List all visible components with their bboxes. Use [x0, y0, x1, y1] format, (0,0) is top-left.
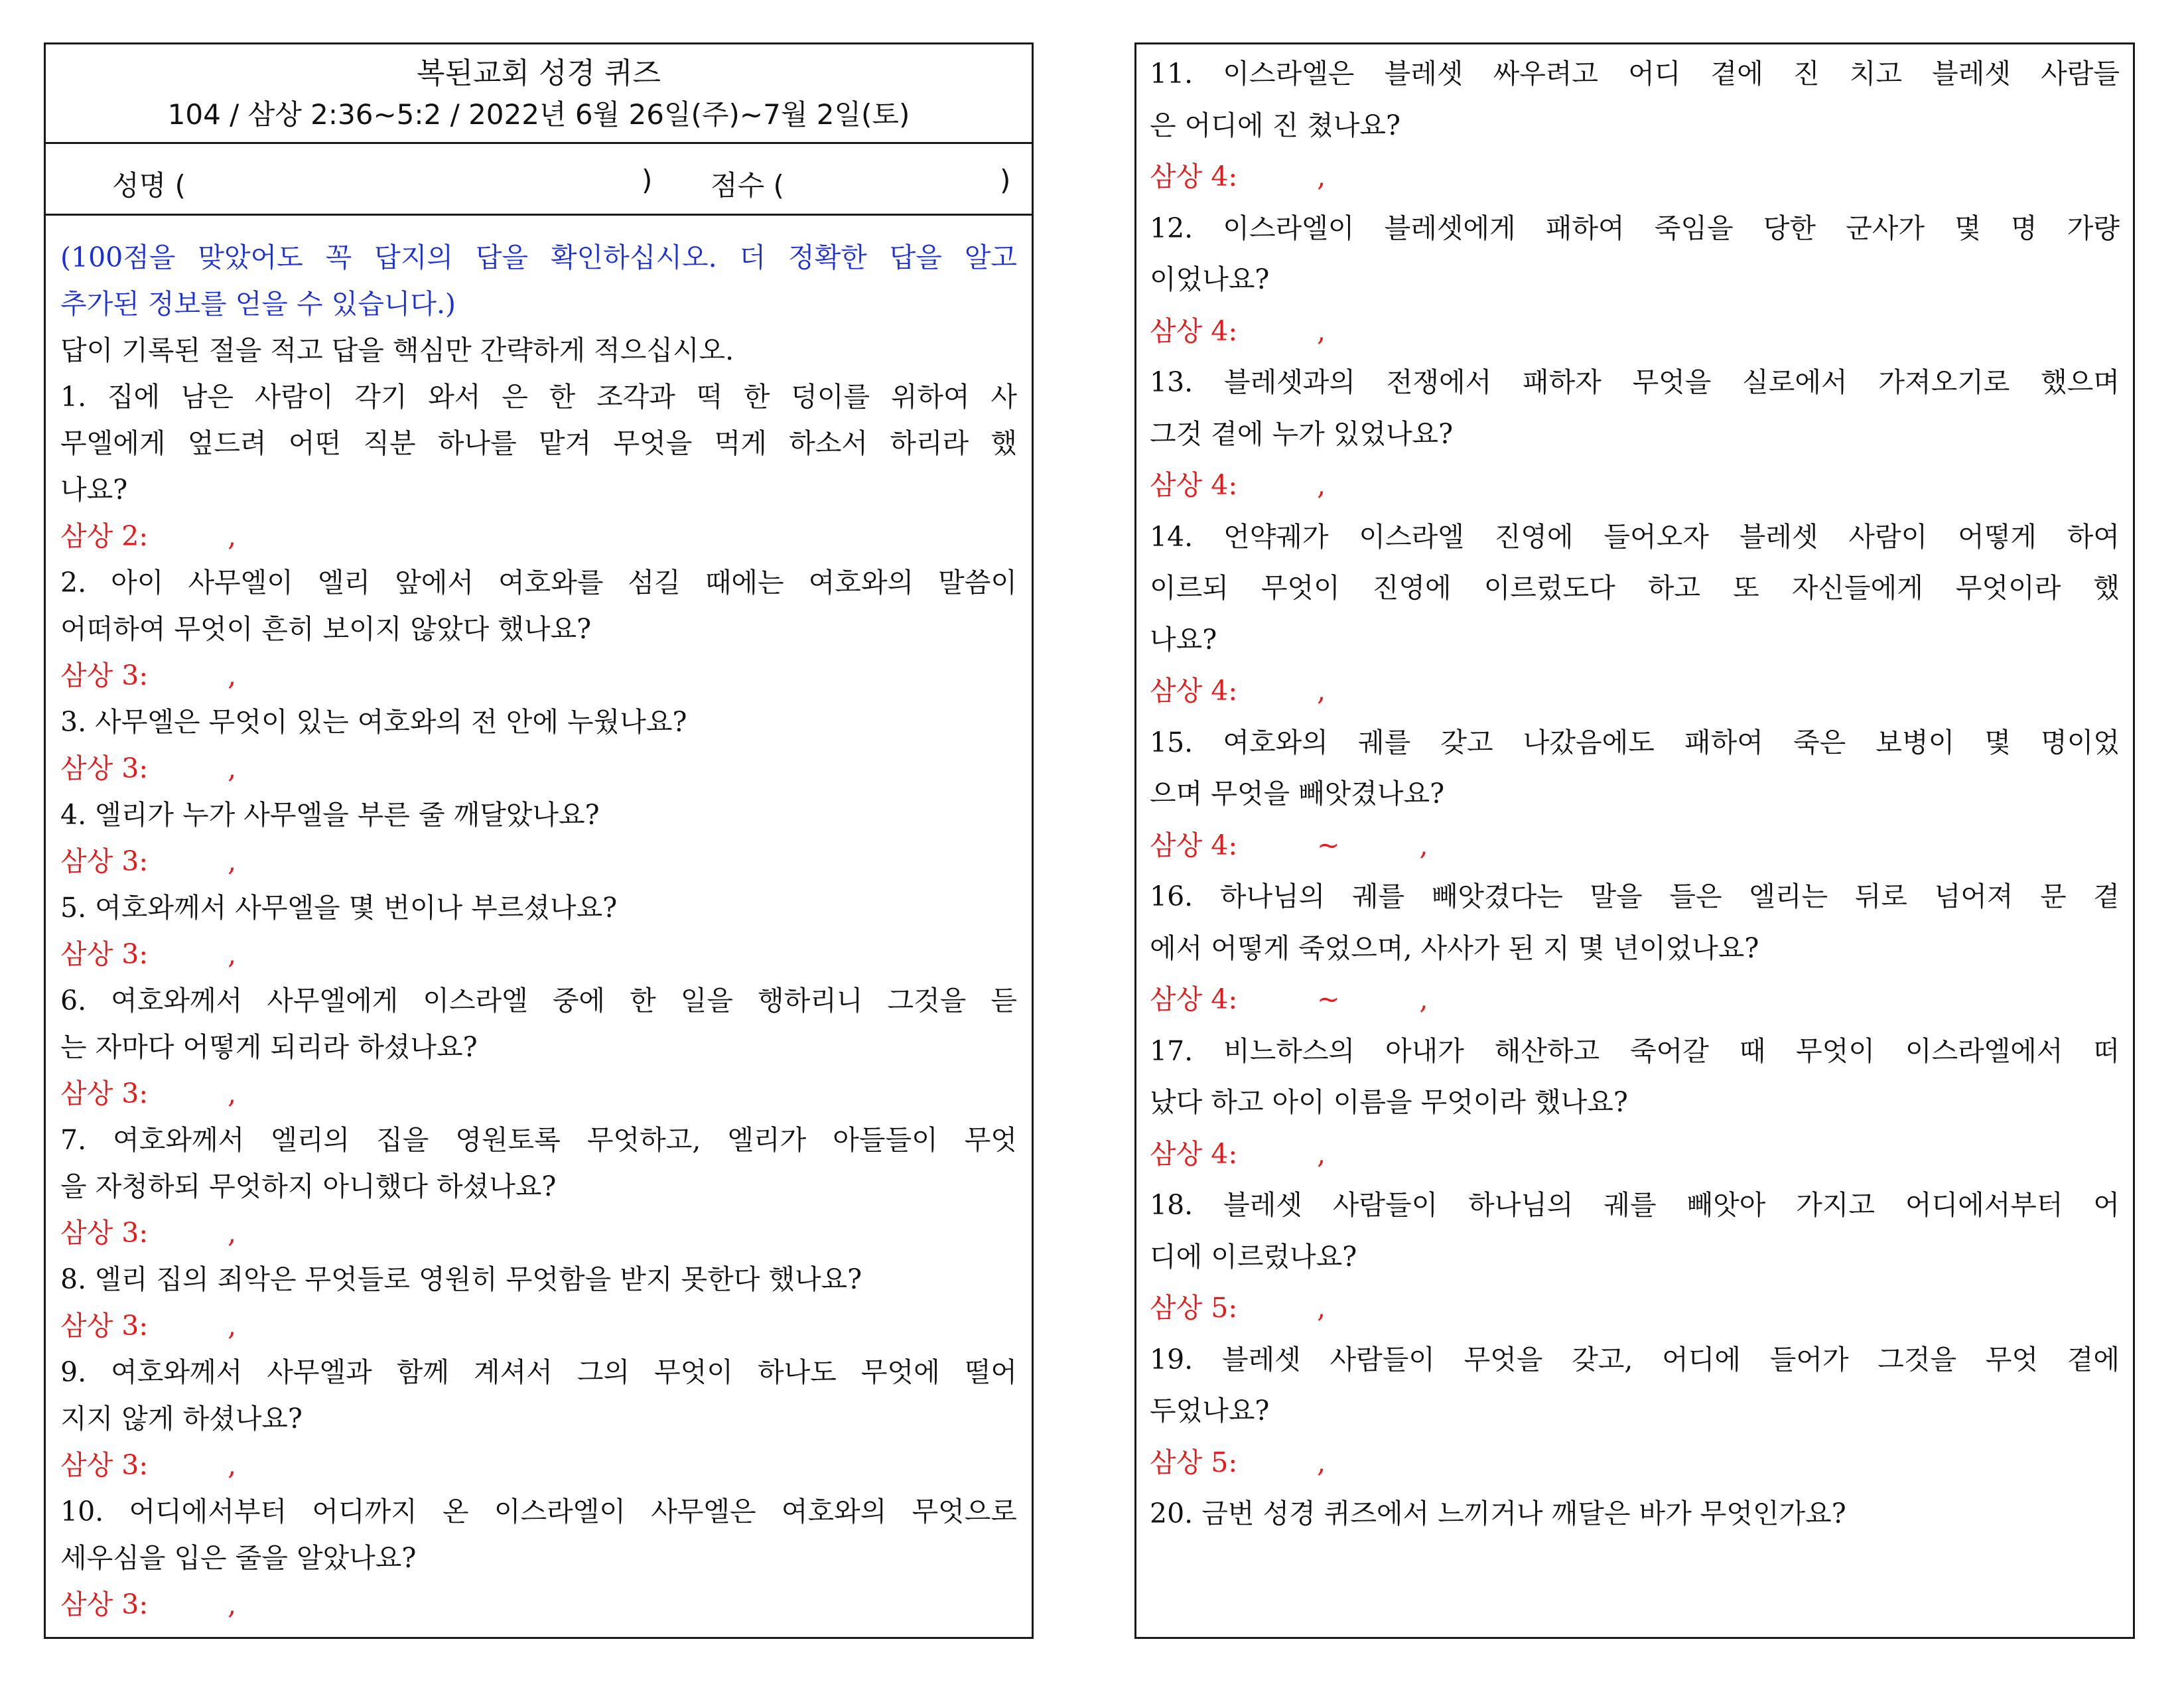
question-item — [1150, 1180, 2120, 1334]
question-text-line: 어떠하여 무엇이 흔히 보이지 않았다 했나요? — [60, 613, 592, 645]
answer-separator: , — [228, 1588, 237, 1620]
answer-reference-line[interactable] — [60, 1070, 1017, 1117]
question-text-line: 19. 블레셋 사람들이 무엇을 갖고, 어디에 들어가 그것을 무엇 곁에 — [1150, 1343, 2120, 1375]
question-text-line: 17. 비느하스의 아내가 해산하고 죽어갈 때 무엇이 이스라엘에서 떠 — [1150, 1034, 2120, 1067]
left-quiz-panel — [44, 42, 1034, 1639]
question-item — [60, 1117, 1017, 1256]
answer-reference-line[interactable] — [60, 652, 1017, 699]
answer-reference: 삼상 4: — [1150, 983, 1238, 1015]
answer-reference: 삼상 3: — [60, 1310, 149, 1342]
question-text-line: 지지 않게 하셨나요? — [60, 1403, 303, 1435]
answer-reference: 삼상 4: — [1150, 675, 1238, 707]
question-text-line: 무엘에게 엎드려 어떤 직분 하나를 맡겨 무엇을 먹게 하소서 하리라 했 — [60, 427, 1017, 459]
question-text-line: 두었나요? — [1150, 1395, 1270, 1427]
question-text-line: 3. 사무엘은 무엇이 있는 여호와의 전 안에 누웠나요? — [60, 706, 687, 738]
question-item — [1150, 1488, 2120, 1540]
answer-reference-line[interactable] — [1150, 151, 2120, 203]
answer-separator: ~ — [1317, 983, 1340, 1015]
question-item — [1150, 717, 2120, 872]
question-text-line: 13. 블레셋과의 전쟁에서 패하자 무엇을 실로에서 가져오기로 했으며 — [1150, 366, 2120, 398]
answer-reference: 삼상 3: — [60, 1217, 149, 1249]
answer-separator: , — [1317, 1137, 1326, 1170]
question-text-line: 14. 언약궤가 이스라엘 진영에 들어오자 블레셋 사람이 어떻게 하여 — [1150, 520, 2120, 553]
notice-line: (100점을 맞았어도 꼭 답지의 답을 확인하십시오. 더 정확한 답을 알고 — [60, 242, 1017, 273]
question-item — [1150, 357, 2120, 512]
quiz-title: 복된교회 성경 퀴즈 — [416, 56, 661, 90]
question-text-line: 이르되 무엇이 진영에 이르렀도다 하고 또 자신들에게 무엇이라 했 — [1150, 572, 2120, 604]
answer-separator: , — [228, 660, 237, 691]
question-text-line: 은 어디에 진 쳤나요? — [1150, 109, 1400, 141]
question-text-line: 2. 아이 사무엘이 엘리 앞에서 여호와를 섬길 때에는 여호와의 말씀이 — [60, 567, 1017, 599]
answer-separator: , — [228, 1310, 237, 1342]
question-item — [60, 977, 1017, 1117]
answer-separator: , — [228, 845, 237, 877]
name-field[interactable] — [144, 164, 635, 197]
answer-separator: , — [228, 752, 237, 784]
question-text-line: 나요? — [60, 474, 128, 506]
question-text-line: 9. 여호와께서 사무엘과 함께 계셔서 그의 무엇이 하나도 무엇에 떨어 — [60, 1356, 1017, 1388]
question-text-line: 에서 어떻게 죽었으며, 사사가 된 지 몇 년이었나요? — [1150, 932, 1759, 964]
question-text-line: 을 자청하되 무엇하지 아니했다 하셨나요? — [60, 1170, 557, 1202]
answer-reference-line[interactable] — [60, 838, 1017, 884]
notice-line: 추가된 정보를 얻을 수 있습니다.) — [60, 288, 456, 320]
question-item — [60, 1349, 1017, 1488]
answer-separator: ~ — [1317, 829, 1340, 861]
answer-reference: 삼상 4: — [1150, 469, 1238, 501]
score-label: 점수 ( — [711, 169, 784, 202]
instruction-text: 답이 기록된 절을 적고 답을 핵심만 간략하게 적으십시오. — [60, 334, 734, 366]
answer-separator: , — [1317, 315, 1326, 347]
question-item — [60, 374, 1017, 559]
question-text-line: 6. 여호와께서 사무엘에게 이스라엘 중에 한 일을 행하리니 그것을 듣 — [60, 985, 1017, 1017]
answer-reference-line[interactable] — [1150, 460, 2120, 512]
answer-reference: 삼상 3: — [60, 1078, 149, 1109]
answer-reference-line[interactable] — [60, 745, 1017, 792]
right-question-list — [1136, 44, 2133, 1540]
question-item — [60, 884, 1017, 977]
quiz-header — [46, 44, 1032, 144]
answer-reference-line[interactable] — [1150, 1283, 2120, 1334]
question-text-line: 15. 여호와의 궤를 갖고 나갔음에도 패하여 죽은 보병이 몇 명이었 — [1150, 726, 2120, 758]
answer-separator: , — [228, 1449, 237, 1481]
answer-reference-line[interactable] — [60, 513, 1017, 559]
question-text-line: 나요? — [1150, 623, 1217, 656]
question-text-line: 1. 집에 남은 사람이 각기 와서 은 한 조각과 떡 한 덩이를 위하여 사 — [60, 381, 1017, 413]
question-item — [1150, 1026, 2120, 1180]
answer-reference: 삼상 4: — [1150, 829, 1238, 861]
score-field[interactable] — [787, 164, 993, 197]
answer-reference-line[interactable] — [1150, 1437, 2120, 1489]
question-text-line: 세우심을 입은 줄을 알았나요? — [60, 1542, 417, 1574]
question-text-line: 18. 블레셋 사람들이 하나님의 궤를 빼앗아 가지고 어디에서부터 어 — [1150, 1189, 2120, 1221]
answer-separator: , — [1317, 675, 1326, 707]
answer-reference-line[interactable] — [60, 1210, 1017, 1256]
question-item — [60, 1256, 1017, 1349]
answer-reference: 삼상 3: — [60, 845, 149, 877]
question-text-line: 12. 이스라엘이 블레셋에게 패하여 죽임을 당한 군사가 몇 명 가량 — [1150, 212, 2120, 244]
answer-reference-line[interactable] — [60, 1442, 1017, 1488]
answer-reference: 삼상 5: — [1150, 1446, 1238, 1478]
left-question-list — [46, 216, 1032, 1628]
answer-reference: 삼상 3: — [60, 752, 149, 784]
question-text-line: 5. 여호와께서 사무엘을 몇 번이나 부르셨나요? — [60, 892, 618, 924]
question-text-line: 그것 곁에 누가 있었나요? — [1150, 417, 1454, 450]
answer-reference-line[interactable] — [1150, 306, 2120, 358]
answer-separator: , — [1317, 161, 1326, 192]
question-text-line: 는 자마다 어떻게 되리라 하셨나요? — [60, 1031, 478, 1063]
answer-reference-line[interactable] — [60, 1303, 1017, 1349]
answer-reference-line[interactable] — [60, 931, 1017, 977]
question-text-line: 으며 무엇을 빼앗겼나요? — [1150, 778, 1445, 810]
question-item — [1150, 871, 2120, 1026]
answer-reference-line[interactable] — [1150, 974, 2120, 1026]
answer-reference-line[interactable] — [1150, 820, 2120, 872]
question-item — [60, 699, 1017, 792]
answer-separator: , — [228, 1078, 237, 1109]
answer-reference-line[interactable] — [1150, 666, 2120, 717]
answer-reference: 삼상 4: — [1150, 161, 1238, 192]
score-close: ) — [1000, 164, 1011, 196]
answer-reference: 삼상 4: — [1150, 1137, 1238, 1170]
answer-separator: , — [1317, 1446, 1326, 1478]
name-label: 성명 ( — [112, 169, 186, 202]
name-close: ) — [642, 164, 653, 196]
answer-separator: , — [228, 1217, 237, 1249]
answer-reference: 삼상 2: — [60, 520, 149, 552]
right-quiz-panel — [1134, 42, 2135, 1639]
question-text-line: 8. 엘리 집의 죄악은 무엇들로 영원히 무엇함을 받지 못한다 했나요? — [60, 1263, 862, 1295]
answer-separator: , — [1317, 469, 1326, 501]
answer-separator: , — [228, 938, 237, 970]
question-text-line: 20. 금번 성경 퀴즈에서 느끼거나 깨달은 바가 무엇인가요? — [1150, 1498, 1846, 1529]
answer-separator: , — [1419, 983, 1428, 1015]
question-text-line: 이었나요? — [1150, 263, 1270, 295]
question-text-line: 났다 하고 아이 이름을 무엇이라 했나요? — [1150, 1086, 1628, 1118]
answer-reference-line[interactable] — [1150, 1129, 2120, 1180]
question-text-line: 10. 어디에서부터 어디까지 온 이스라엘이 사무엘은 여호와의 무엇으로 — [60, 1496, 1017, 1527]
question-item — [1150, 203, 2120, 358]
question-text-line: 11. 이스라엘은 블레셋 싸우려고 어디 곁에 진 치고 블레셋 사람들 — [1150, 58, 2120, 90]
answer-separator: , — [1317, 1292, 1326, 1324]
question-item — [1150, 512, 2120, 717]
question-item — [1150, 1334, 2120, 1489]
answer-separator: , — [1419, 829, 1428, 861]
answer-reference: 삼상 3: — [60, 938, 149, 970]
question-item — [60, 559, 1017, 699]
question-item — [60, 792, 1017, 884]
question-text-line: 7. 여호와께서 엘리의 집을 영원토록 무엇하고, 엘리가 아들들이 무엇 — [60, 1124, 1017, 1156]
answer-reference: 삼상 3: — [60, 660, 149, 691]
question-item — [60, 1488, 1017, 1628]
quiz-subtitle: 104 / 삼상 2:36~5:2 / 2022년 6월 26일(주)~7월 2일(토) — [167, 98, 910, 131]
answer-reference-line[interactable] — [60, 1581, 1017, 1628]
name-score-bar — [46, 144, 1032, 216]
question-text-line: 디에 이르렀나요? — [1150, 1240, 1357, 1273]
answer-separator: , — [228, 520, 237, 552]
question-text-line: 4. 엘리가 누가 사무엘을 부른 줄 깨달았나요? — [60, 799, 600, 831]
answer-reference: 삼상 3: — [60, 1449, 149, 1481]
answer-reference: 삼상 3: — [60, 1588, 149, 1620]
question-text-line: 16. 하나님의 궤를 빼앗겼다는 말을 들은 엘리는 뒤로 넘어져 문 곁 — [1150, 881, 2120, 912]
answer-reference: 삼상 4: — [1150, 315, 1238, 347]
answer-reference: 삼상 5: — [1150, 1292, 1238, 1324]
question-item — [1150, 48, 2120, 203]
